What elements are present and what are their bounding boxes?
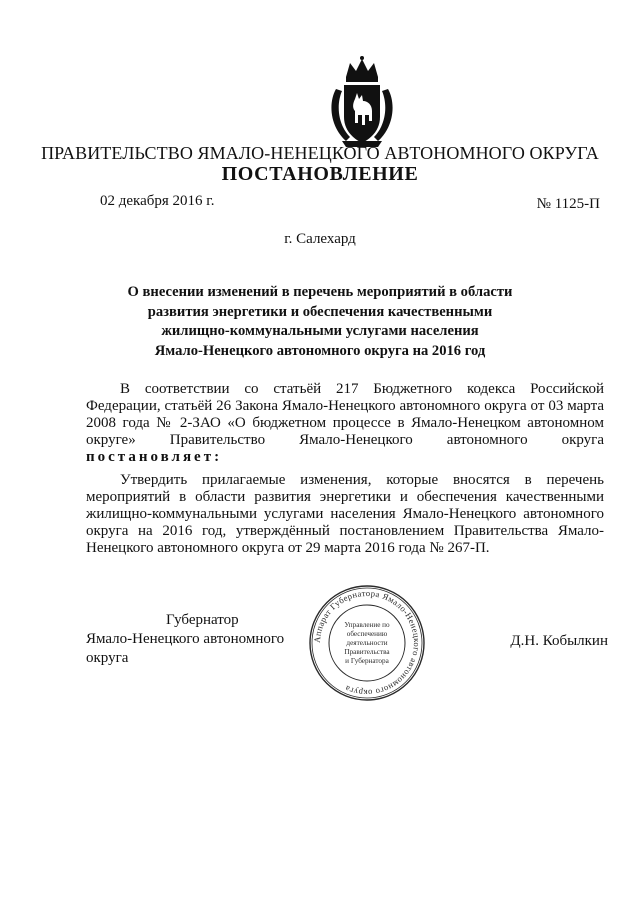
document-date: 02 декабря 2016 г. [100,193,215,209]
stamp-ring-text: Аппарат Губернатора Ямало-Ненецкого автономного округа [311,587,423,699]
preamble-text: В соответствии со статьёй 217 Бюджетного кодекса Российской Федерации, статьёй 26 Закона Ямало-Ненецкого автономного округа от 03 марта 2008 года № 2-ЗАО «О бюджетном процессе в Ямало-Ненецком автономном округе» Правительство Ямало-Ненецкого автономного округа [86,381,604,448]
signer-position-title: Губернатор [166,612,239,628]
subject-line: жилищно-коммунальными услугами населения [161,323,479,340]
resolves-word: постановляет: [86,449,223,465]
subject-line: О внесении изменений в перечень мероприятий в области [127,284,513,300]
stamp-center-line: деятельности [346,639,388,647]
signer-name: Д.Н. Кобылкин [510,633,608,649]
document-type-title: ПОСТАНОВЛЕНИЕ [221,163,419,185]
stamp-center-line: Правительства [344,648,390,656]
signer-position [86,611,326,668]
document-number: № 1125-П [536,196,600,212]
stamp-center-line: и Губернатора [345,657,389,665]
stamp-center-line: Управление по [344,621,390,629]
body-paragraph-resolution: Утвердить прилагаемые изменения, которые вносятся в перечень мероприятий в области развития энергетики и обеспечения качественными жилищно-коммунальными услугами населения Ямало-Ненецкого автономного округа на 2016 год, утверждённый постановлением Правительства Ямало-Ненецкого автономного округа от 29 марта 2016 года № 267-П. [86,472,604,556]
government-title: ПРАВИТЕЛЬСТВО ЯМАЛО-НЕНЕЦКОГО АВТОНОМНОГО ОКРУГА [41,143,599,163]
coat-of-arms-icon [322,55,402,151]
body-paragraph-preamble [86,381,604,466]
stamp-center-line: обеспечению [346,630,388,638]
document-subject [110,283,530,361]
signer-position-region: Ямало-Ненецкого автономного округа [86,631,285,666]
official-seal-stamp [308,584,426,702]
subject-line: развития энергетики и обеспечения качественными [147,303,493,320]
document-city: г. Салехард [284,231,356,247]
subject-line: Ямало-Ненецкого автономного округа на 2016 год [154,342,486,359]
